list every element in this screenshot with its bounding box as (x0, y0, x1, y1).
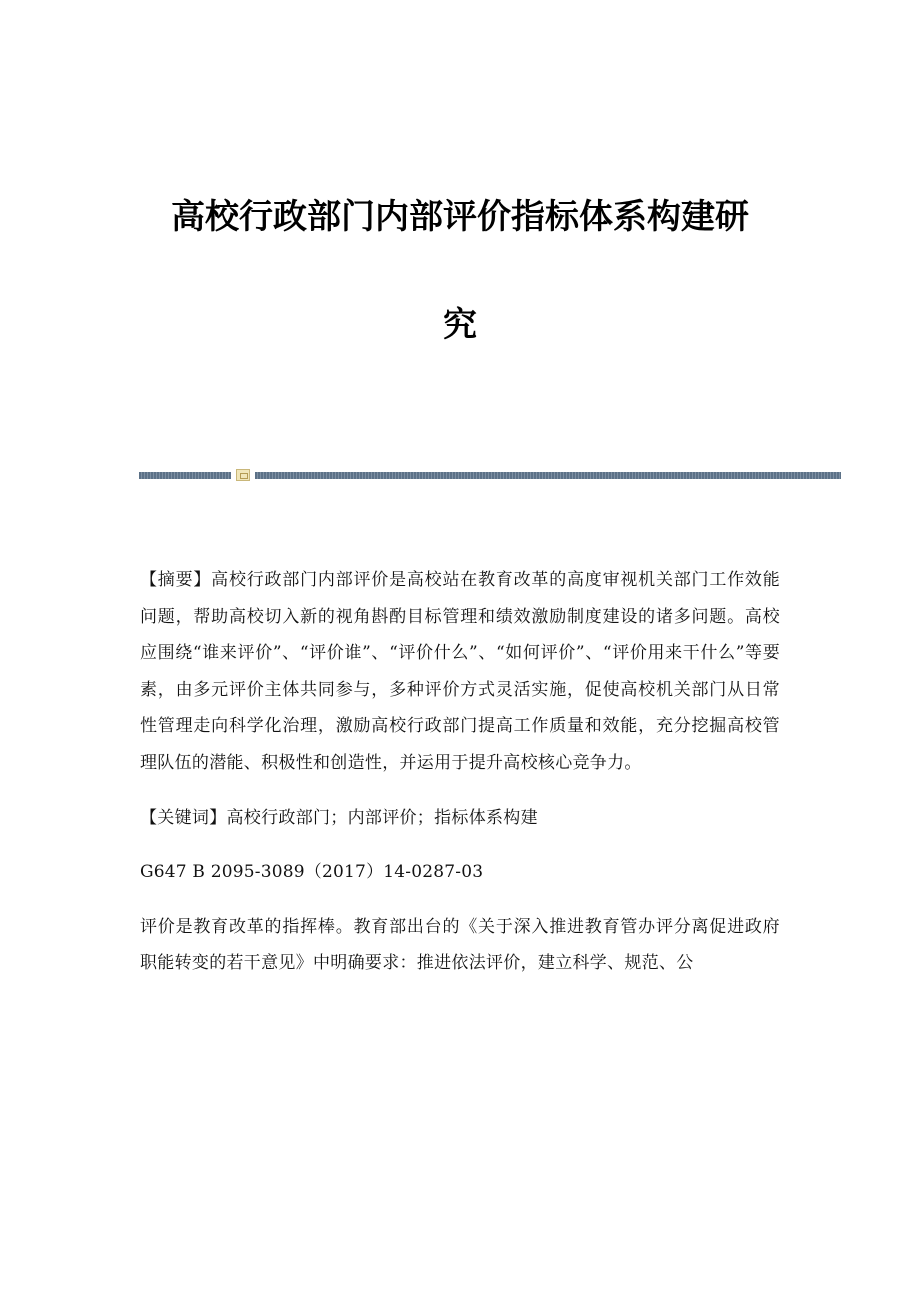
document-body (140, 562, 780, 982)
divider-bar-left (139, 472, 231, 479)
abstract-paragraph (140, 562, 780, 782)
divider-bar-right (255, 472, 841, 479)
divider-ornament-icon (236, 469, 250, 481)
abstract-label: 【摘要】 (140, 570, 212, 590)
keywords-paragraph (140, 800, 780, 837)
keywords-label: 【关键词】 (140, 807, 227, 828)
classification-code: G647 B 2095-3089（2017）14-0287-03 (140, 862, 484, 883)
title-line-2: 究 (443, 305, 477, 345)
title-divider (139, 469, 841, 481)
document-title (0, 188, 920, 354)
title-line-1: 高校行政部门内部评价指标体系构建研 (171, 197, 749, 237)
keywords-text: 高校行政部门；内部评价；指标体系构建 (226, 807, 538, 828)
abstract-text: 高校行政部门内部评价是高校站在教育改革的高度审视机关部门工作效能问题，帮助高校切入新的视角斟酌目标管理和绩效激励制度建设的诸多问题。高校应围绕“谁来评价”、“评价谁”、“评价什么”、“如何评价”、“评价用来干什么”等要素，由多元评价主体共同参与，多种评价方式灵活实施，促使高校机关部门从日常性管理走向科学化治理，激励高校行政部门提高工作质量和效能，充分挖掘高校管理队伍的潜能、积极性和创造性，并运用于提升高校核心竞争力。 (140, 570, 780, 773)
body-paragraph: 评价是教育改革的指挥棒。教育部出台的《关于深入推进教育管办评分离促进政府职能转变的若干意见》中明确要求：推进依法评价，建立科学、规范、公 (140, 916, 780, 974)
